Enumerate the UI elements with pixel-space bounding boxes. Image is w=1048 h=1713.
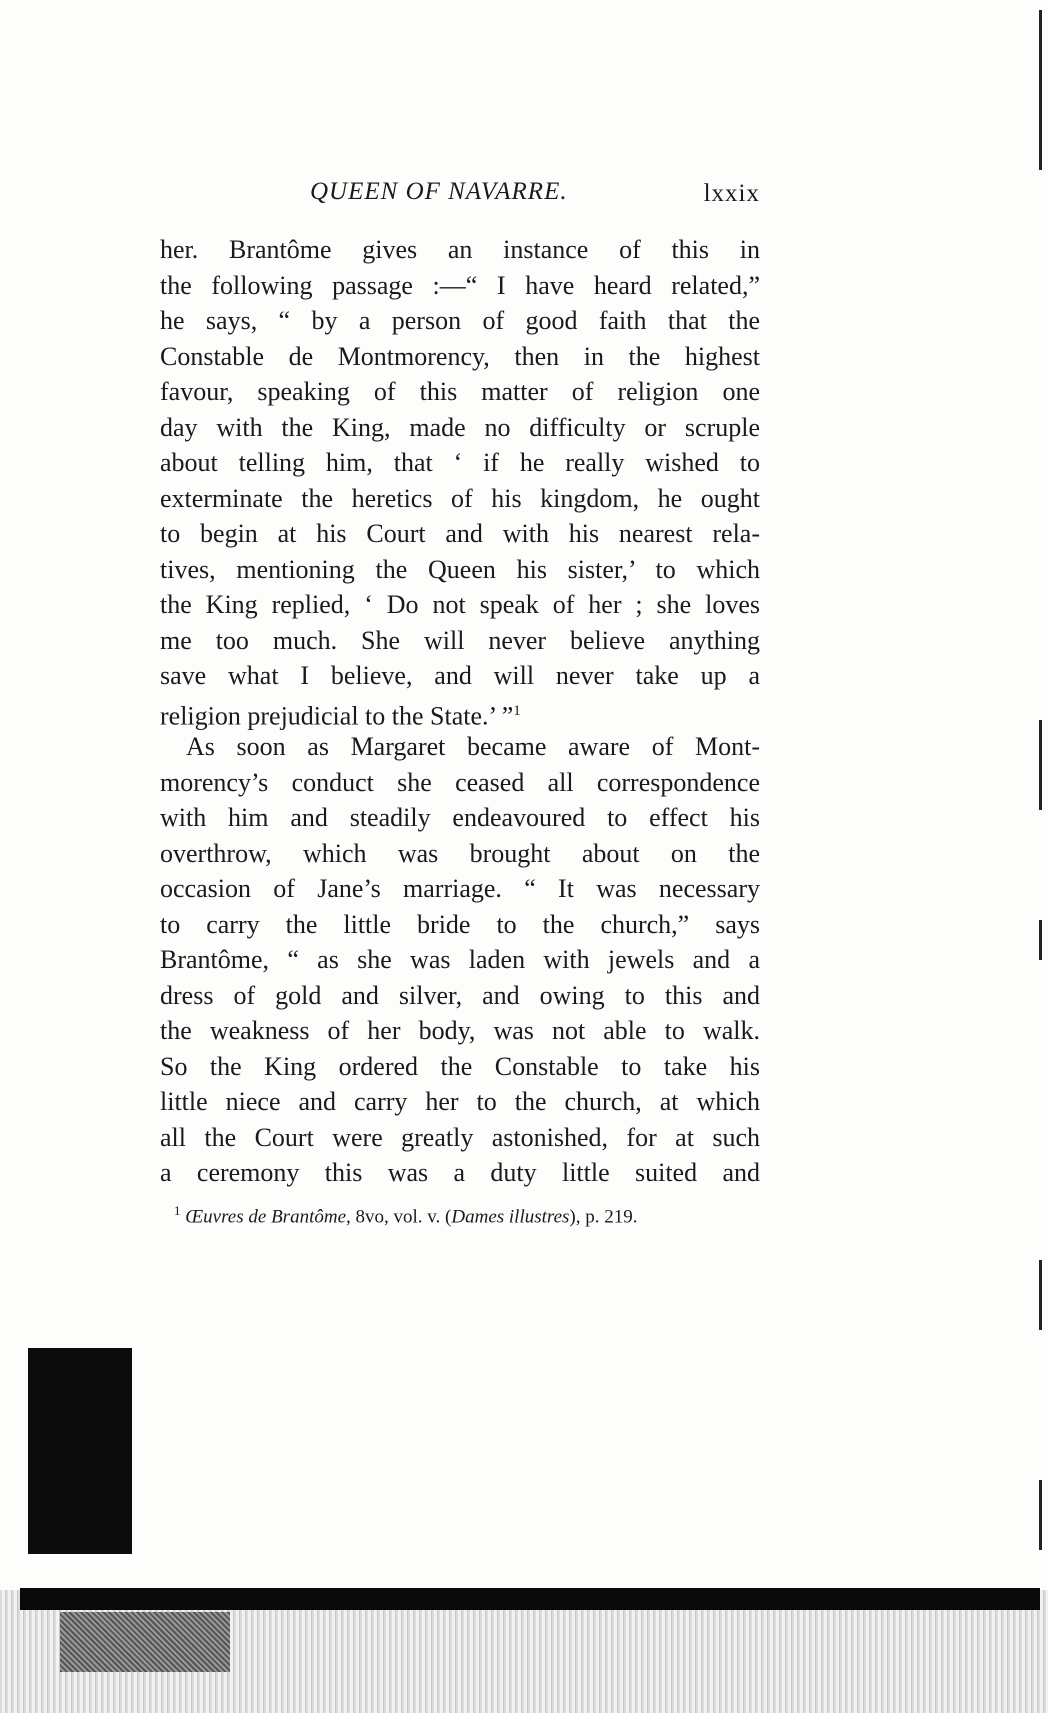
text-line: he says, “ by a person of good faith that the (160, 306, 760, 335)
footnote-middle: , 8vo, vol. v. ( (346, 1206, 452, 1228)
footnote (174, 1198, 734, 1230)
text-line: to begin at his Court and with his nearest rela- (160, 519, 760, 548)
scan-edge-mark (1039, 10, 1042, 170)
text-line: the King replied, ‘ Do not speak of her ; she loves (160, 590, 760, 619)
footnote-end: ), p. 219. (569, 1206, 638, 1228)
footnote-marker: 1 (174, 1203, 181, 1218)
scan-shadow-block (28, 1348, 132, 1554)
page-number: lxxix (703, 180, 760, 207)
text-line: favour, speaking of this matter of religion one (160, 377, 760, 406)
text-line: So the King ordered the Constable to take his (160, 1051, 760, 1081)
text-line: about telling him, that ‘ if he really wished to (160, 448, 760, 477)
footnote-title: Œuvres de Brantôme (185, 1206, 346, 1228)
text-line: morency’s conduct she ceased all correspondence (160, 767, 760, 797)
scan-edge-mark (1039, 1260, 1042, 1330)
text-line: her. Brantôme gives an instance of this in (160, 235, 760, 264)
text-line: me too much. She will never believe anything (160, 625, 760, 655)
text-line: day with the King, made no difficulty or scruple (160, 412, 760, 442)
scan-edge-mark (1039, 920, 1042, 960)
text-line (160, 694, 760, 730)
text-line: save what I believe, and will never take up a (160, 661, 760, 690)
text-line-content: religion prejudicial to the State.’ ” (160, 701, 514, 731)
body-text (160, 232, 760, 1191)
footnote-series: Dames illustres (451, 1206, 570, 1228)
text-line: overthrow, which was brought about on the (160, 838, 760, 868)
text-line: tives, mentioning the Queen his sister,’ to which (160, 554, 760, 584)
text-line: As soon as Margaret became aware of Mont- (186, 732, 760, 761)
text-line: dress of gold and silver, and owing to this and (160, 980, 760, 1010)
scan-edge-mark (1039, 720, 1042, 810)
text-line: little niece and carry her to the church, at which (160, 1087, 760, 1116)
text-line: with him and steadily endeavoured to effect his (160, 803, 760, 832)
text-line: the weakness of her body, was not able to walk. (160, 1016, 760, 1045)
text-line: a ceremony this was a duty little suited and (160, 1158, 760, 1187)
text-line: Constable de Montmorency, then in the highest (160, 341, 760, 371)
text-line: to carry the little bride to the church,” says (160, 909, 760, 939)
scan-corner-noise (60, 1612, 230, 1672)
text-line: the following passage :—“ I have heard related,” (160, 270, 760, 300)
scan-bottom-rule (20, 1588, 1040, 1610)
text-line: exterminate the heretics of his kingdom, he ought (160, 483, 760, 513)
text-line: occasion of Jane’s marriage. “ It was necessary (160, 874, 760, 903)
scan-edge-mark (1039, 1480, 1042, 1550)
text-line: all the Court were greatly astonished, for at such (160, 1122, 760, 1152)
footnote-reference: 1 (513, 702, 521, 719)
running-title: QUEEN OF NAVARRE. (310, 178, 568, 205)
text-line: Brantôme, “ as she was laden with jewels and a (160, 945, 760, 974)
page-header (160, 178, 760, 214)
